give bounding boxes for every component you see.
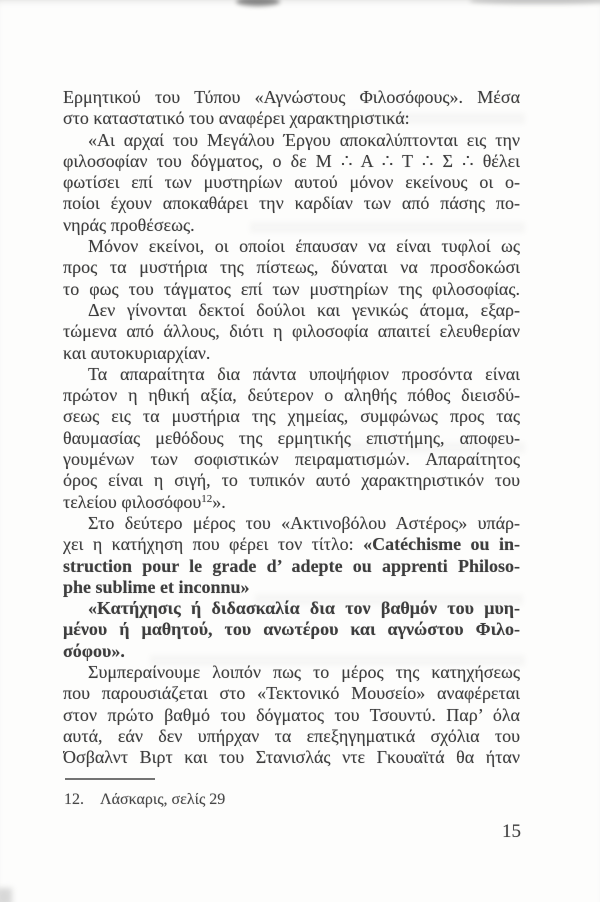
scan-artifact — [470, 0, 600, 4]
text-line: προς τα μυστήρια της πίστεως, δύναται να προσδοκώσι — [63, 257, 520, 278]
scan-artifact — [236, 0, 280, 6]
text-line: χει η κατήχηση που φέρει τον τίτλο: «Catéchisme ou in- — [63, 534, 520, 555]
footnote — [64, 790, 521, 810]
text-line: ποίοι έχουν αποκαθάρει την καρδίαν των από πάσης πο- — [63, 193, 520, 214]
text-block — [63, 87, 520, 769]
text-line: που παρουσιάζεται στο «Τεκτονικό Μουσείο» αναφέρεται — [63, 683, 520, 704]
text-line: Συμπεραίνουμε λοιπόν πως το μέρος της κατηχήσεως — [88, 662, 520, 683]
footnote-rule — [65, 778, 155, 780]
text-line: Μόνον εκείνοι, οι οποίοι έπαυσαν να είναι τυφλοί ως — [88, 236, 520, 257]
text-line: «Κατήχησις ή διδασκαλία δια τον βαθμόν του μυη- — [88, 598, 520, 619]
text-line: το φως του τάγματος επί των μυστηρίων της φιλοσοφίας. — [63, 278, 520, 299]
footnote-text: Λάσκαρις, σελίς 29 — [100, 791, 226, 808]
text-line: νηράς προθέσεως. — [63, 214, 195, 235]
text-line: Στο δεύτερο μέρος του «Ακτινοβόλου Αστέρος» υπάρ- — [88, 512, 520, 533]
text-line: σεως εις τα μυστήρια της χημείας, συμφώνως προς τας — [63, 406, 520, 427]
page-number: 15 — [502, 821, 521, 842]
text-line: πρώτον η ηθική αξία, δεύτερον ο αληθής πόθος διεισδύ- — [63, 385, 520, 406]
text-line: phe sublime et inconnu» — [63, 576, 250, 597]
text-line: «Αι αρχαί του Μεγάλου Έργου αποκαλύπτονται εις την — [88, 129, 520, 150]
scan-artifact — [0, 888, 12, 902]
text-line: Ερμητικού του Τύπου «Αγνώστους Φιλοσόφους». Μέσα — [63, 87, 520, 107]
text-line: μένου ή μαθητού, του ανωτέρου και αγνώστου Φιλο- — [63, 619, 520, 640]
text-line: Δεν γίνονται δεκτοί δούλοι και γενικώς άτομα, εξαρ- — [88, 299, 520, 320]
text-line: Όσβαλντ Βιρτ και του Στανισλάς ντε Γκουαϊτά θα ήταν — [63, 747, 520, 768]
footnote-reference: 12 — [201, 492, 213, 505]
text-line: θαυμασίας μεθόδους της ερμητικής επιστήμης, αποφευ- — [63, 427, 520, 448]
text-line: φιλοσοφίαν του δόγματος, ο δε Μ ∴ Α ∴ Τ ∴ Σ ∴ θέλει — [63, 150, 520, 171]
text-line: σόφου». — [63, 640, 125, 661]
text-line: στον πρώτο βαθμό του δόγματος του Τσουντύ. Παρ’ όλα — [63, 704, 520, 725]
text-line: όρος είναι η σιγή, το τυπικόν αυτό χαρακτηριστικόν του — [63, 470, 520, 491]
text-line: και αυτοκυριαρχίαν. — [63, 342, 211, 363]
text-line: struction pour le grade d’ adepte ou apprenti Philoso- — [63, 555, 520, 576]
text-line: τελείου φιλοσόφου$^{12}$». — [63, 491, 226, 512]
text-line: στο καταστατικό του αναφέρει χαρακτηριστικά: — [63, 108, 410, 129]
text-line: γουμένων των σοφιστικών πειραματισμών. Απαραίτητος — [63, 449, 520, 470]
text-line: τώμενα από άλλους, διότι η φιλοσοφία απαιτεί ελευθερίαν — [63, 321, 520, 342]
text-line: Τα απαραίτητα δια πάντα υποψήφιον προσόντα είναι — [88, 363, 520, 384]
footnote-marker: 12. — [64, 791, 84, 808]
text-line: αυτά, εάν δεν υπήρχαν τα επεξηγηματικά σχόλια του — [63, 725, 520, 746]
text-line: φωτίσει επί των μυστηρίων αυτού μόνον εκείνους οι ο- — [63, 172, 520, 193]
